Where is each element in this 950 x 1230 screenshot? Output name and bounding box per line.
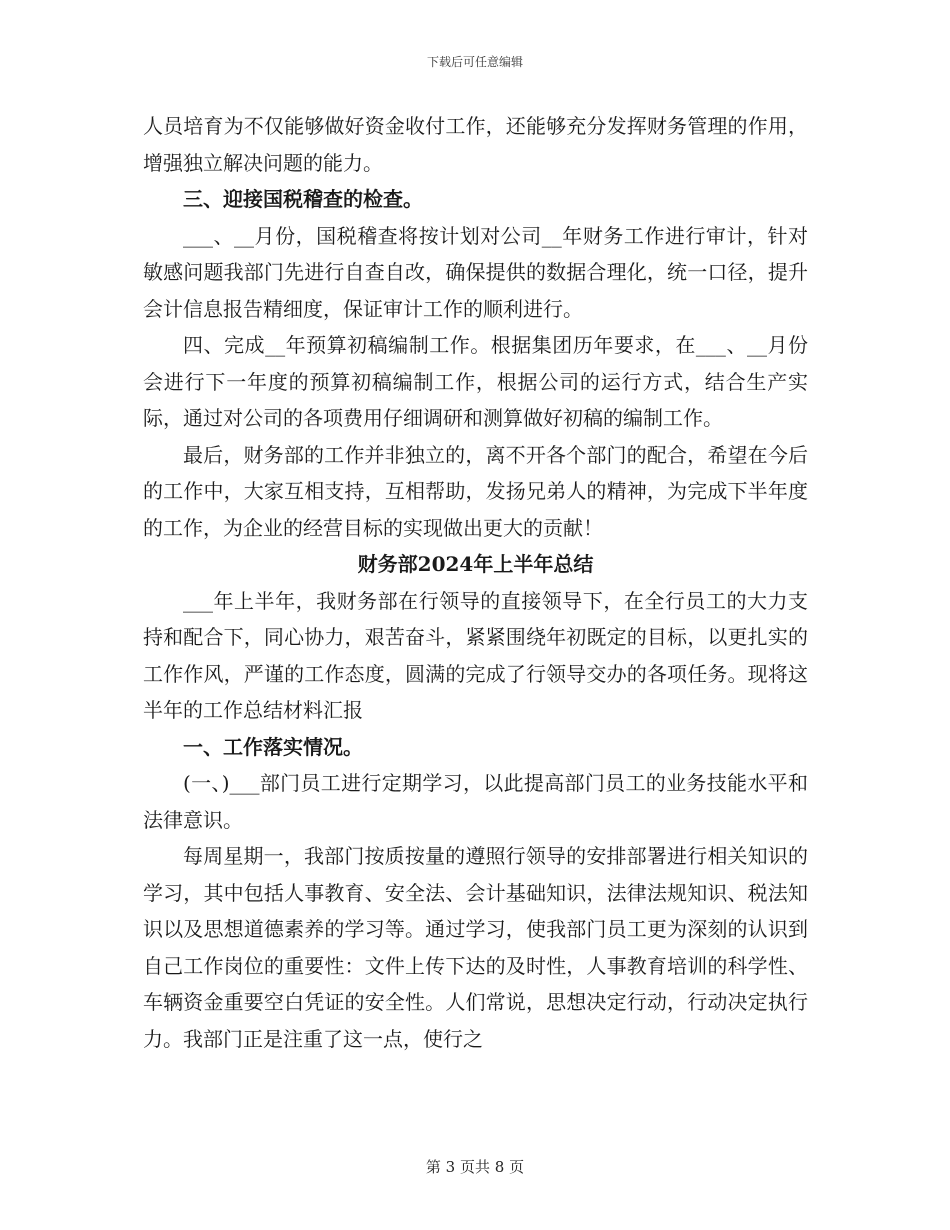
paragraph-budget-draft: 四、完成__年预算初稿编制工作。根据集团历年要求，在___、__月份会进行下一年度的预算初稿编制工作，根据公司的运行方式，结合生产实际，通过对公司的各项费用仔细调研和测算做好初稿的编制工作。 [143,333,808,430]
page-footer: 第 3 页共 8 页 [425,1158,525,1176]
section-heading-1: 一、工作落实情况。 [183,734,363,759]
document-title: 财务部2024年上半年总结 [357,552,594,576]
page-header: 下载后可任意编辑 [426,55,523,69]
document-body [143,108,808,1057]
paragraph-intro: ___年上半年，我财务部在行领导的直接领导下，在全行员工的大力支持和配合下，同心协力，艰苦奋斗，紧紧围绕年初既定的目标，以更扎实的工作作风，严谨的工作态度，圆满的完成了行领导交办的各项任务。现将这半年的工作总结材料汇报 [143,588,808,722]
section-heading-3: 三、迎接国税稽查的检查。 [183,187,423,211]
paragraph-continuation: 人员培育为不仅能够做好资金收付工作，还能够充分发挥财务管理的作用，增强独立解决问题的能力。 [143,114,808,175]
paragraph-subsection-1: (一、)___部门员工进行定期学习，以此提高部门员工的业务技能水平和法律意识。 [143,771,808,832]
paragraph-closing: 最后，财务部的工作并非独立的，离不开各个部门的配合，希望在今后的工作中，大家互相支持，互相帮助，发扬兄弟人的精神，为完成下半年度的工作，为企业的经营目标的实现做出更大的贡献！ [143,442,808,540]
paragraph-weekly-study: 每周星期一，我部门按质按量的遵照行领导的安排部署进行相关知识的学习，其中包括人事教育、安全法、会计基础知识，法律法规知识、税法知识以及思想道德素养的学习等。通过学习，使我部门员工更为深刻的认识到自己工作岗位的重要性：文件上传下达的及时性，人事教育培训的科学性、车辆资金重要空白凭证的安全性。人们常说，思想决定行动，行动决定执行力。我部门正是注重了这一点，使行之 [143,844,808,1051]
paragraph-tax-audit: ___、__月份，国税稽查将按计划对公司__年财务工作进行审计，针对敏感问题我部门先进行自查自改，确保提供的数据合理化，统一口径，提升会计信息报告精细度，保证审计工作的顺利进行。 [143,223,808,321]
